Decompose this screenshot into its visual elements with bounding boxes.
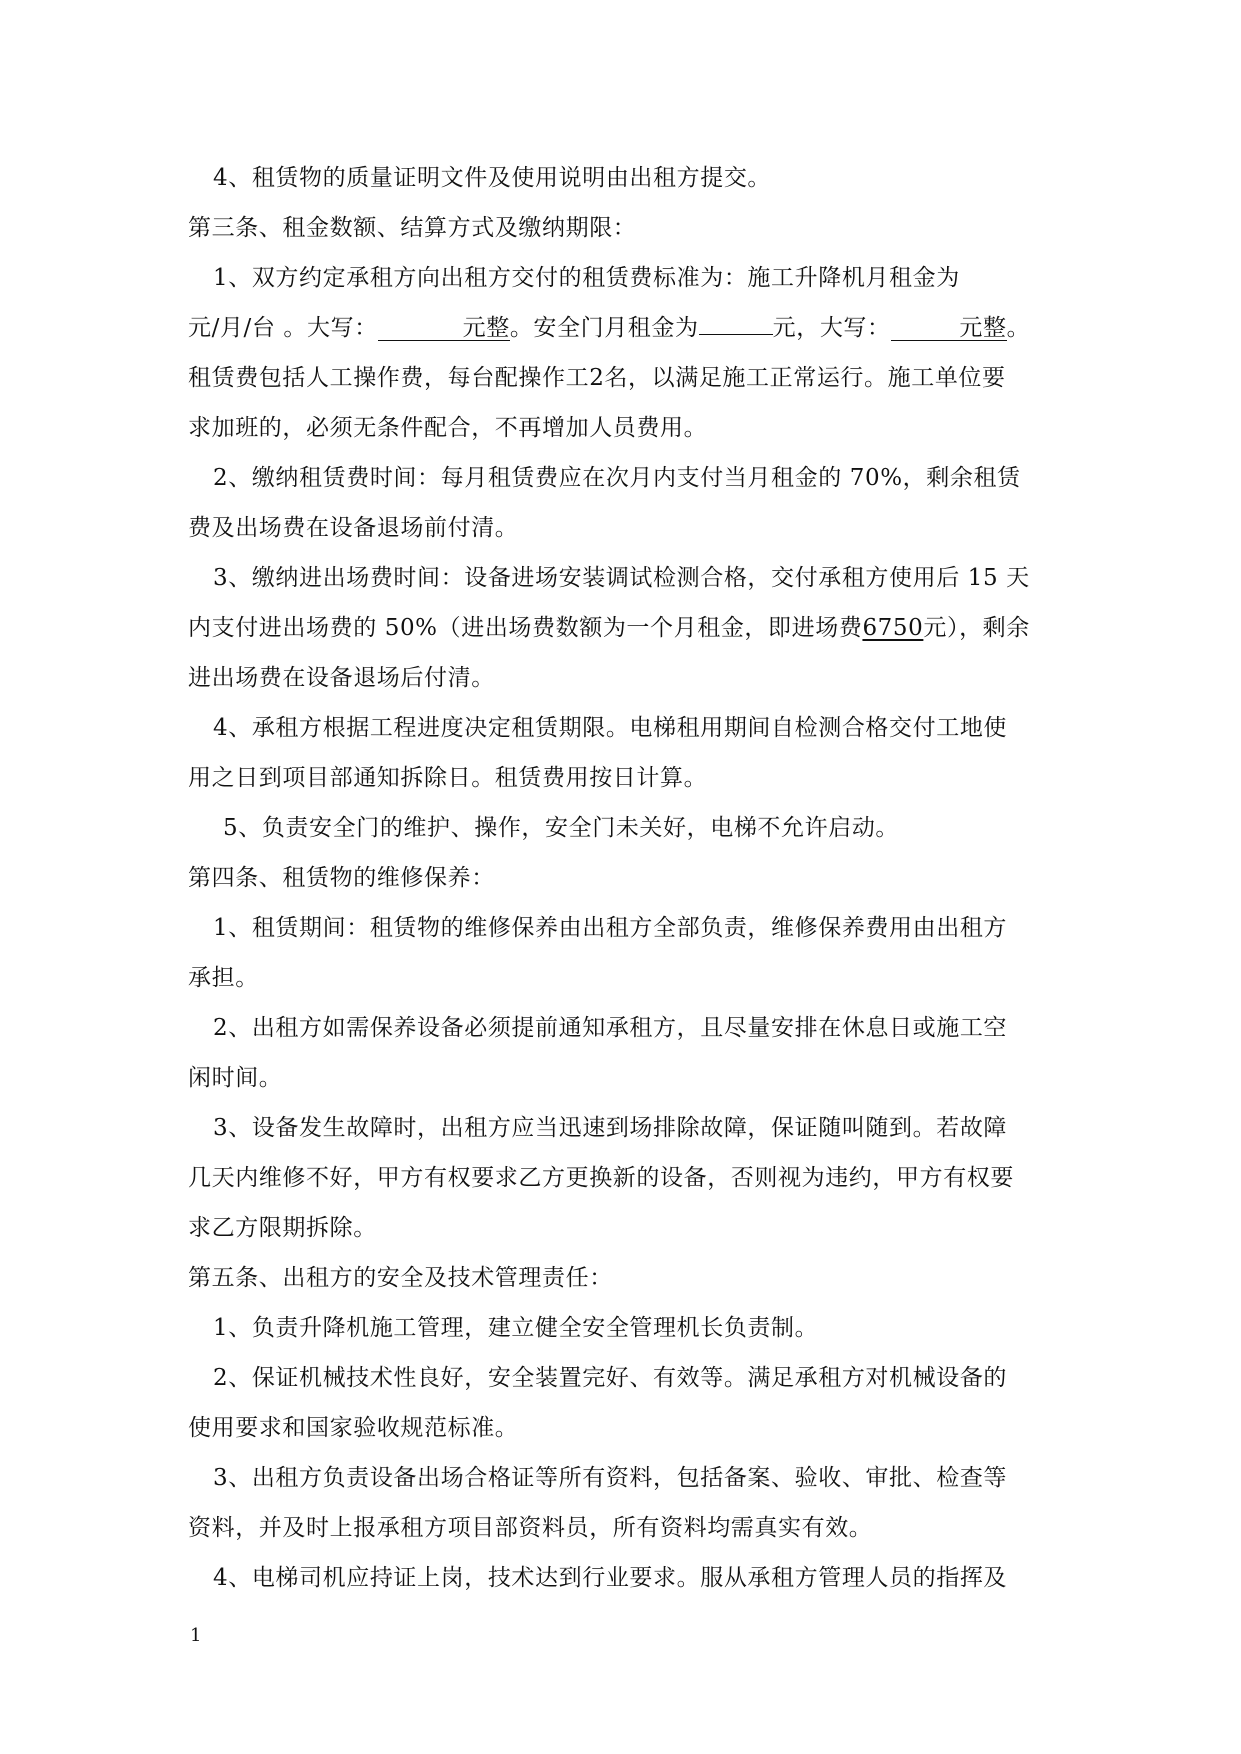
rent-amount-blank xyxy=(378,316,510,341)
paragraph-line: 2、出租方如需保养设备必须提前通知承租方，且尽量安排在休息日或施工空 xyxy=(213,1015,1008,1041)
paragraph-line: 承担。 xyxy=(188,965,259,991)
paragraph-line: 2、缴纳租赁费时间：每月租赁费应在次月内支付当月租金的 70%，剩余租赁 xyxy=(213,465,1021,491)
paragraph-line: 使用要求和国家验收规范标准。 xyxy=(188,1415,519,1441)
rent-line-text: 。 xyxy=(1006,315,1031,341)
rent-line-text: 。安全门月租金为 xyxy=(509,315,699,341)
fee-line-text: 元），剩余 xyxy=(923,615,1030,641)
safety-door-rent-blank xyxy=(699,334,773,335)
rent-line-text: 元，大写： xyxy=(772,315,891,341)
paragraph-line: 3、缴纳进出场费时间：设备进场安装调试检测合格，交付承租方使用后 15 天 xyxy=(213,565,1030,591)
rent-blank-suffix: 元整 xyxy=(959,315,1007,341)
paragraph-line: 4、电梯司机应持证上岗，技术达到行业要求。服从承租方管理人员的指挥及 xyxy=(213,1565,1008,1591)
rent-blank-suffix: 元整 xyxy=(462,315,510,341)
rent-amount-line xyxy=(188,303,1052,353)
document-body xyxy=(188,153,1052,1603)
section-heading-3: 第三条、租金数额、结算方式及缴纳期限： xyxy=(188,215,637,241)
fee-line-text: 内支付进出场费的 50%（进出场费数额为一个月租金，即进场费 xyxy=(188,615,863,641)
paragraph-line: 资料，并及时上报承租方项目部资料员，所有资料均需真实有效。 xyxy=(188,1515,873,1541)
paragraph-line: 求加班的，必须无条件配合，不再增加人员费用。 xyxy=(188,415,708,441)
paragraph-line: 4、租赁物的质量证明文件及使用说明由出租方提交。 xyxy=(213,165,772,191)
rent-line-text: 元/月/台 。大写： xyxy=(188,315,378,341)
paragraph-line: 1、负责升降机施工管理，建立健全安全管理机长负责制。 xyxy=(213,1315,819,1341)
paragraph-line: 进出场费在设备退场后付清。 xyxy=(188,665,495,691)
paragraph-line: 3、出租方负责设备出场合格证等所有资料，包括备案、验收、审批、检查等 xyxy=(213,1465,1008,1491)
paragraph-line: 4、承租方根据工程进度决定租赁期限。电梯租用期间自检测合格交付工地使 xyxy=(213,715,1008,741)
paragraph-line: 闲时间。 xyxy=(188,1065,283,1091)
paragraph-line: 1、双方约定承租方向出租方交付的租赁费标准为：施工升降机月租金为 xyxy=(213,265,960,291)
safety-door-amount-blank xyxy=(891,316,1007,341)
paragraph-line: 用之日到项目部通知拆除日。租赁费用按日计算。 xyxy=(188,765,708,791)
paragraph-line: 费及出场费在设备退场前付清。 xyxy=(188,515,519,541)
section-heading-4: 第四条、租赁物的维修保养： xyxy=(188,865,495,891)
page-number: 1 xyxy=(190,1625,202,1646)
paragraph-line: 1、租赁期间：租赁物的维修保养由出租方全部负责，维修保养费用由出租方 xyxy=(213,915,1008,941)
paragraph-line: 3、设备发生故障时，出租方应当迅速到场排除故障，保证随叫随到。若故障 xyxy=(213,1115,1008,1141)
paragraph-line: 求乙方限期拆除。 xyxy=(188,1215,377,1241)
paragraph-line: 2、保证机械技术性良好，安全装置完好、有效等。满足承租方对机械设备的 xyxy=(213,1365,1008,1391)
paragraph-line: 几天内维修不好，甲方有权要求乙方更换新的设备，否则视为违约，甲方有权要 xyxy=(188,1165,1014,1191)
section-heading-5: 第五条、出租方的安全及技术管理责任： xyxy=(188,1265,613,1291)
paragraph-line: 5、负责安全门的维护、操作，安全门未关好，电梯不允许启动。 xyxy=(223,815,900,841)
paragraph-line: 租赁费包括人工操作费，每台配操作工2名，以满足施工正常运行。施工单位要 xyxy=(188,365,1006,391)
entry-fee-line xyxy=(188,603,1052,653)
entry-fee-amount: 6750 xyxy=(862,615,924,641)
